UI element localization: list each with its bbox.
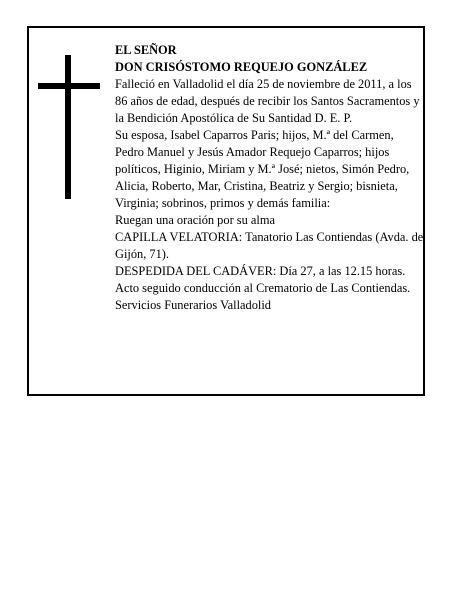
funeral-services: Servicios Funerarios Valladolid xyxy=(115,298,272,312)
deceased-title: EL SEÑOR xyxy=(115,43,177,57)
deceased-name: DON CRISÓSTOMO REQUEJO GONZÁLEZ xyxy=(115,60,368,74)
farewell-info: DESPEDIDA DEL CADÁVER: Día 27, a las 12.15 horas. Acto seguido conducción al Crematorio de Las Contiendas. xyxy=(115,264,411,295)
prayer-request: Ruegan una oración por su alma xyxy=(115,213,275,227)
cross-icon xyxy=(38,55,100,199)
cross-horizontal-bar xyxy=(38,83,100,89)
cross-vertical-bar xyxy=(65,55,71,199)
death-details: Falleció en Valladolid el día 25 de noviembre de 2011, a los 86 años de edad, después de recibir los Santos Sacramentos y la Bendición Apostólica de Su Santidad D. E. P. xyxy=(115,77,420,125)
notice-text xyxy=(115,42,425,314)
family-list: Su esposa, Isabel Caparros Paris; hijos, M.ª del Carmen, Pedro Manuel y Jesús Amador Requejo Caparros; hijos políticos, Higinio, Miriam y M.ª José; nietos, Simón Pedro, Alicia, Roberto, Mar, Cristina, Beatriz y Sergio; bisnieta, Virginia; sobrinos, primos y demás familia: xyxy=(115,128,410,210)
chapel-info: CAPILLA VELATORIA: Tanatorio Las Contiendas (Avda. de Gijón, 71). xyxy=(115,230,424,261)
obituary-notice xyxy=(27,26,425,396)
